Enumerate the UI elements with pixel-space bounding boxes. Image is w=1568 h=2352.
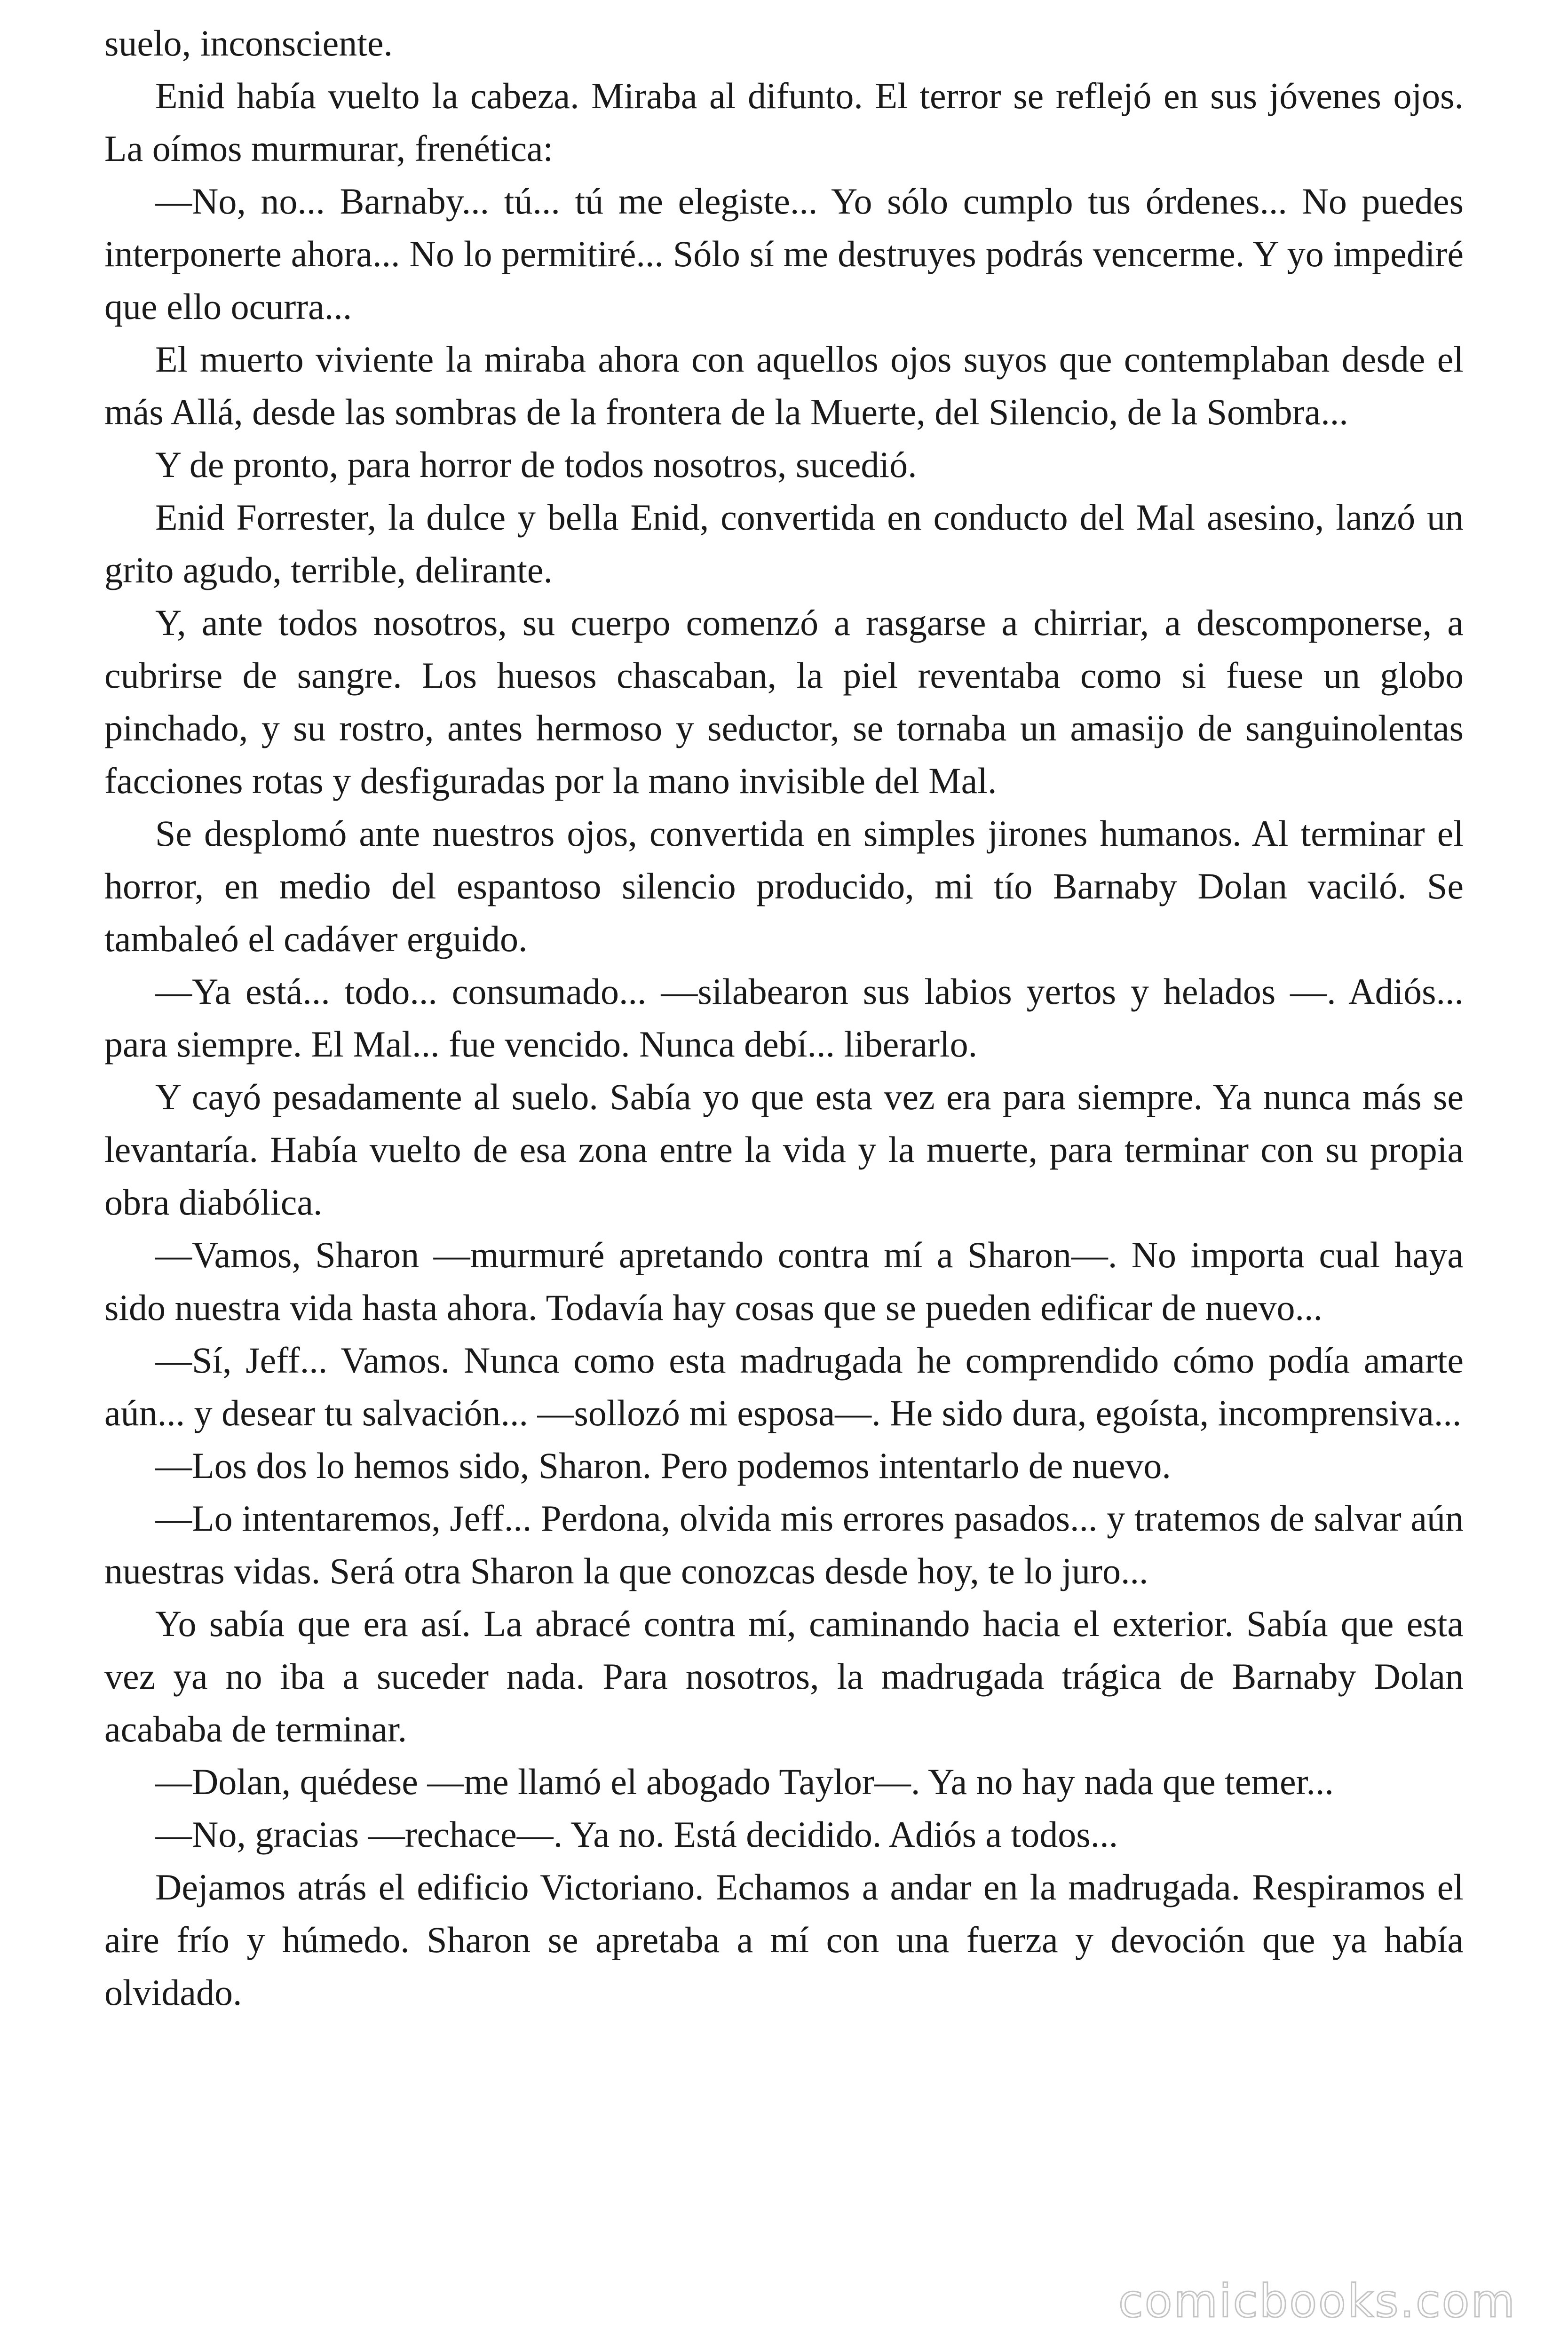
paragraph-10: Y cayó pesadamente al suelo. Sabía yo que esta vez era para siempre. Ya nunca más se levantaría. Había vuelto de esa zona entre la vida y la muerte, para terminar con su propia obra diabólica. xyxy=(104,1076,1464,1223)
paragraph-13: —Los dos lo hemos sido, Sharon. Pero podemos intentarlo de nuevo. xyxy=(155,1445,1171,1486)
paragraph-7: Y, ante todos nosotros, su cuerpo comenzó a rasgarse a chirriar, a descomponerse, a cubrirse de sangre. Los huesos chascaban, la piel reventaba como si fuese un globo pinchado, y su rostro, antes hermoso y seductor, se tornaba un amasijo de sanguinolentas facciones rotas y desfiguradas por la mano invisible del Mal. xyxy=(104,602,1464,801)
paragraph-14: —Lo intentaremos, Jeff... Perdona, olvida mis errores pasados... y tratemos de salvar aún nuestras vidas. Será otra Sharon la que conozcas desde hoy, te lo juro... xyxy=(104,1498,1464,1591)
paragraph-8: Se desplomó ante nuestros ojos, convertida en simples jirones humanos. Al terminar el horror, en medio del espantoso silencio producido, mi tío Barnaby Dolan vaciló. Se tambaleó el cadáver erguido. xyxy=(104,813,1464,959)
paragraph-2: Enid había vuelto la cabeza. Miraba al difunto. El terror se reflejó en sus jóvenes ojos. La oímos murmurar, frenética: xyxy=(104,75,1464,169)
paragraph-12: —Sí, Jeff... Vamos. Nunca como esta madrugada he comprendido cómo podía amarte aún... y desear tu salvación... —sollozó mi esposa—. He sido dura, egoísta, incomprensiva... xyxy=(104,1340,1464,1433)
paragraph-17: —No, gracias —rechace—. Ya no. Está decidido. Adiós a todos... xyxy=(155,1814,1118,1855)
paragraph-5: Y de pronto, para horror de todos nosotros, sucedió. xyxy=(155,444,917,485)
paragraph-16: —Dolan, quédese —me llamó el abogado Taylor—. Ya no hay nada que temer... xyxy=(155,1761,1334,1802)
watermark: comicbooks.com xyxy=(1118,2275,1516,2328)
paragraph-6: Enid Forrester, la dulce y bella Enid, convertida en conducto del Mal asesino, lanzó un grito agudo, terrible, delirante. xyxy=(104,497,1464,590)
paragraph-11: —Vamos, Sharon —murmuré apretando contra mí a Sharon—. No importa cual haya sido nuestra vida hasta ahora. Todavía hay cosas que se pueden edificar de nuevo... xyxy=(104,1234,1464,1328)
paragraph-1: suelo, inconsciente. xyxy=(104,23,393,64)
paragraph-9: —Ya está... todo... consumado... —silabearon sus labios yertos y helados —. Adiós... para siempre. El Mal... fue vencido. Nunca debí... liberarlo. xyxy=(104,971,1464,1065)
paragraph-4: El muerto viviente la miraba ahora con aquellos ojos suyos que contemplaban desde el más Allá, desde las sombras de la frontera de la Muerte, del Silencio, de la Sombra... xyxy=(104,339,1464,432)
paragraph-15: Yo sabía que era así. La abracé contra mí, caminando hacia el exterior. Sabía que esta vez ya no iba a suceder nada. Para nosotros, la madrugada trágica de Barnaby Dolan acababa de terminar. xyxy=(104,1603,1464,1749)
paragraph-18: Dejamos atrás el edificio Victoriano. Echamos a andar en la madrugada. Respiramos el aire frío y húmedo. Sharon se apretaba a mí con una fuerza y devoción que ya había olvidado. xyxy=(104,1867,1464,2013)
page-text xyxy=(104,17,1464,2019)
paragraph-3: —No, no... Barnaby... tú... tú me elegiste... Yo sólo cumplo tus órdenes... No puedes interponerte ahora... No lo permitiré... Sólo sí me destruyes podrás vencerme. Y yo impediré que ello ocurra... xyxy=(104,181,1464,327)
